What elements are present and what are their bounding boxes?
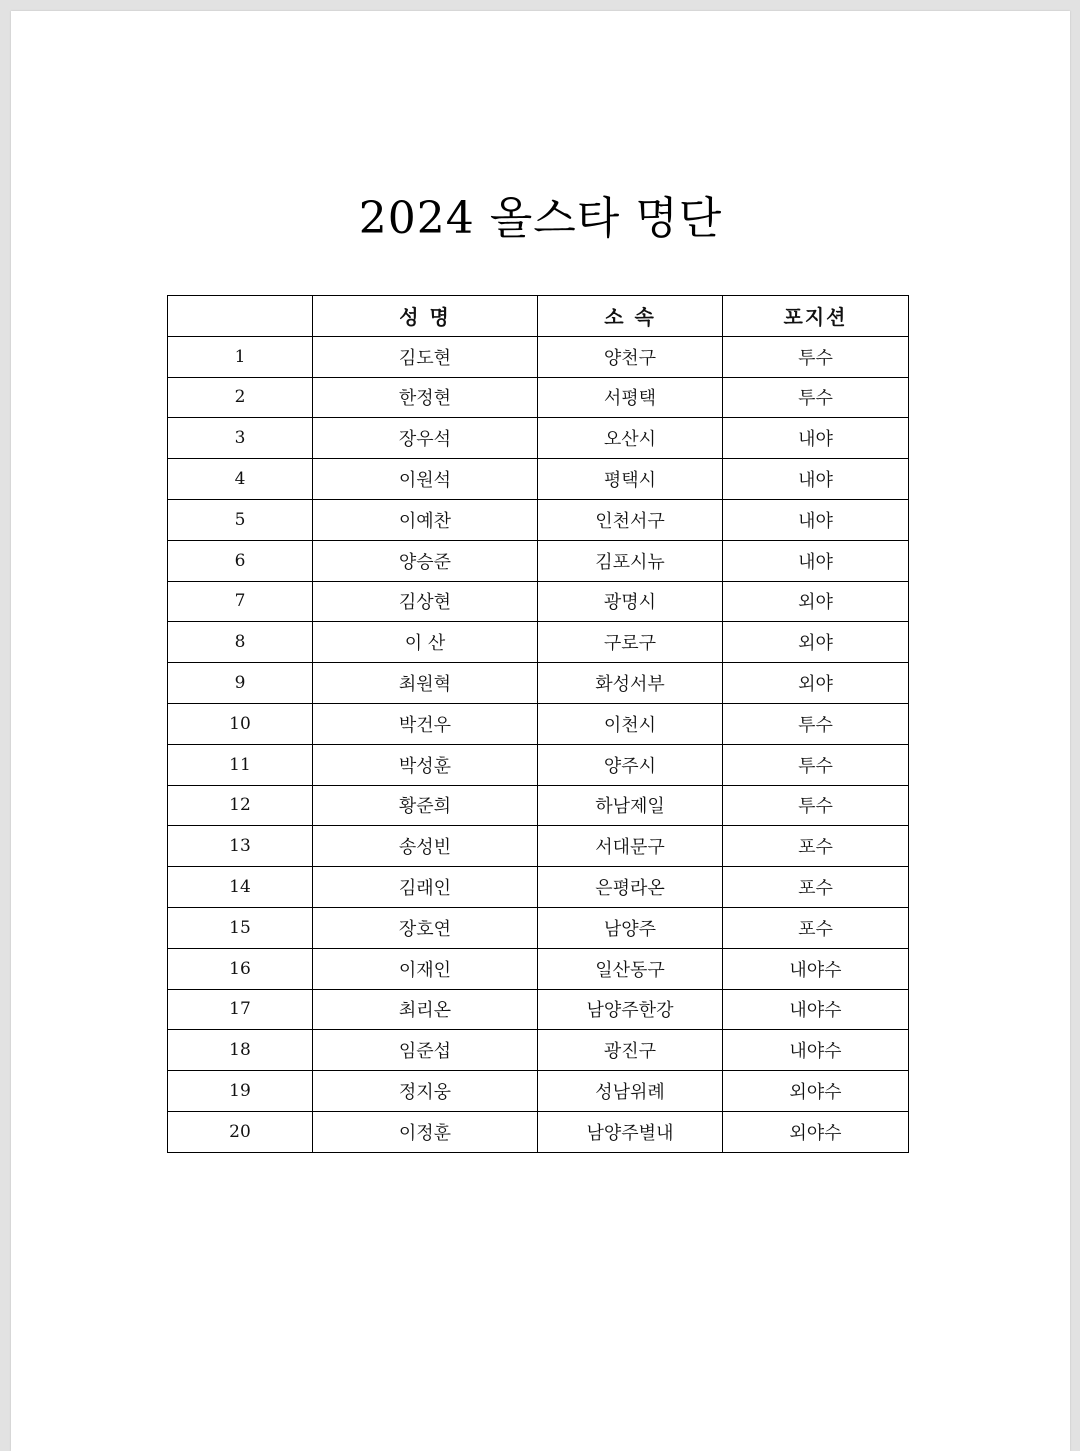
player-name-cell: 이 산 [313,622,538,663]
team-cell: 남양주한강 [538,989,723,1030]
row-number-cell: 7 [168,581,313,622]
team-cell: 남양주별내 [538,1111,723,1152]
team-cell: 하남제일 [538,785,723,826]
player-name-cell: 송성빈 [313,826,538,867]
player-name-cell: 임준섭 [313,1030,538,1071]
team-cell: 김포시뉴 [538,540,723,581]
team-cell: 광진구 [538,1030,723,1071]
row-number-cell: 3 [168,418,313,459]
player-name-cell: 김상현 [313,581,538,622]
team-cell: 구로구 [538,622,723,663]
row-number-cell: 1 [168,336,313,377]
row-number-cell: 18 [168,1030,313,1071]
player-name-cell: 최리온 [313,989,538,1030]
position-cell: 외야 [723,663,909,704]
table-row [168,826,909,867]
position-cell: 투수 [723,377,909,418]
table-row [168,989,909,1030]
row-number-cell: 15 [168,907,313,948]
row-number-cell: 17 [168,989,313,1030]
row-number-cell: 16 [168,948,313,989]
position-cell: 외야 [723,581,909,622]
position-cell: 내야수 [723,1030,909,1071]
table-row [168,907,909,948]
row-number-cell: 5 [168,499,313,540]
table-row [168,581,909,622]
position-cell: 내야수 [723,948,909,989]
position-cell: 포수 [723,826,909,867]
roster-table [167,295,909,1153]
player-name-cell: 장우석 [313,418,538,459]
position-cell: 포수 [723,867,909,908]
table-row [168,459,909,500]
player-name-cell: 이원석 [313,459,538,500]
row-number-cell: 9 [168,663,313,704]
table-row [168,1030,909,1071]
position-cell: 외야수 [723,1071,909,1112]
team-cell: 화성서부 [538,663,723,704]
team-cell: 양천구 [538,336,723,377]
team-cell: 오산시 [538,418,723,459]
position-cell: 투수 [723,744,909,785]
team-cell: 일산동구 [538,948,723,989]
player-name-cell: 이재인 [313,948,538,989]
document-title: 2024 올스타 명단 [358,193,723,244]
row-number-cell: 2 [168,377,313,418]
table-row [168,744,909,785]
position-cell: 내야 [723,499,909,540]
row-number-cell: 14 [168,867,313,908]
player-name-cell: 정지웅 [313,1071,538,1112]
team-cell: 서평택 [538,377,723,418]
team-cell: 이천시 [538,703,723,744]
row-number-cell: 11 [168,744,313,785]
player-name-cell: 박성훈 [313,744,538,785]
table-row [168,336,909,377]
row-number-cell: 4 [168,459,313,500]
player-name-cell: 황준희 [313,785,538,826]
row-number-cell: 8 [168,622,313,663]
team-cell: 광명시 [538,581,723,622]
player-name-cell: 박건우 [313,703,538,744]
table-row [168,948,909,989]
team-cell: 평택시 [538,459,723,500]
row-number-cell: 20 [168,1111,313,1152]
header-position: 포지션 [723,296,909,337]
table-row [168,785,909,826]
team-cell: 은평라온 [538,867,723,908]
player-name-cell: 양승준 [313,540,538,581]
table-row [168,1071,909,1112]
table-row [168,499,909,540]
team-cell: 서대문구 [538,826,723,867]
position-cell: 내야 [723,540,909,581]
table-row [168,867,909,908]
team-cell: 남양주 [538,907,723,948]
player-name-cell: 장호연 [313,907,538,948]
table-row [168,1111,909,1152]
player-name-cell: 이예찬 [313,499,538,540]
player-name-cell: 김도현 [313,336,538,377]
table-row [168,540,909,581]
row-number-cell: 13 [168,826,313,867]
position-cell: 내야수 [723,989,909,1030]
document-page [11,11,1070,1451]
player-name-cell: 김래인 [313,867,538,908]
table-row [168,377,909,418]
row-number-cell: 10 [168,703,313,744]
table-header-row [168,296,909,337]
roster-body [168,336,909,1152]
team-cell: 성남위례 [538,1071,723,1112]
position-cell: 투수 [723,703,909,744]
row-number-cell: 6 [168,540,313,581]
position-cell: 외야수 [723,1111,909,1152]
team-cell: 양주시 [538,744,723,785]
table-row [168,663,909,704]
position-cell: 투수 [723,785,909,826]
table-row [168,418,909,459]
header-name: 성 명 [313,296,538,337]
position-cell: 내야 [723,459,909,500]
row-number-cell: 12 [168,785,313,826]
header-team: 소 속 [538,296,723,337]
position-cell: 내야 [723,418,909,459]
table-row [168,622,909,663]
row-number-cell: 19 [168,1071,313,1112]
player-name-cell: 최원혁 [313,663,538,704]
position-cell: 외야 [723,622,909,663]
team-cell: 인천서구 [538,499,723,540]
position-cell: 포수 [723,907,909,948]
player-name-cell: 한정현 [313,377,538,418]
table-row [168,703,909,744]
player-name-cell: 이정훈 [313,1111,538,1152]
position-cell: 투수 [723,336,909,377]
header-number [168,296,313,337]
